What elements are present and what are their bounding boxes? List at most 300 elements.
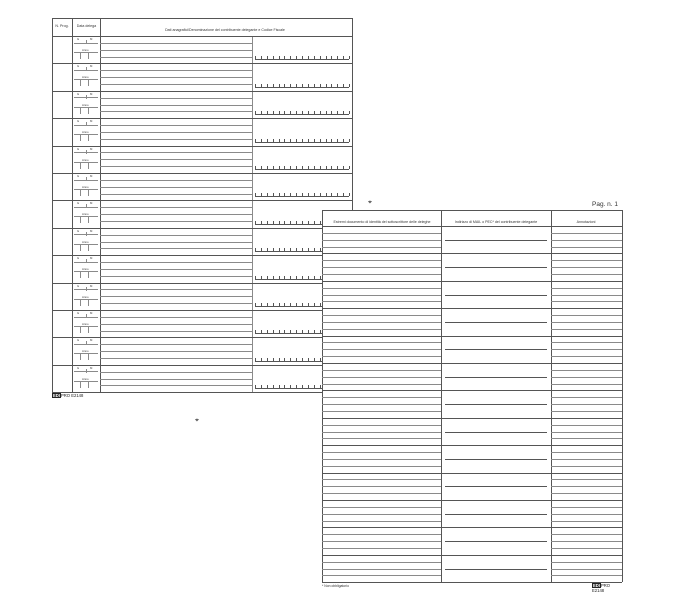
left-header-rule (52, 36, 352, 37)
right-row-rule (322, 363, 622, 364)
cf-tick (326, 193, 327, 196)
cf-tick (279, 111, 280, 114)
cf-tick (314, 276, 315, 279)
cf-tick (349, 139, 350, 142)
right-brand-mark: PRO (600, 583, 611, 588)
cf-tick (273, 358, 274, 361)
cf-tick (261, 221, 262, 224)
cf-tick (267, 56, 268, 59)
cf-tick (302, 56, 303, 59)
codice-fiscale-boxes (255, 137, 349, 143)
right-brand-code: E2148 (592, 588, 605, 593)
right-mail-line (445, 267, 547, 268)
cf-tick (343, 111, 344, 114)
cf-tick (337, 111, 338, 114)
cf-tick (337, 56, 338, 59)
date-label-anno: Anno (82, 102, 89, 107)
right-header-rule (322, 226, 622, 227)
cf-tick (279, 193, 280, 196)
cf-tick (255, 248, 256, 251)
right-row-rule (322, 336, 622, 337)
cf-tick (284, 193, 285, 196)
cf-tick (326, 84, 327, 87)
cf-tick (314, 330, 315, 333)
cf-tick (326, 56, 327, 59)
cf-tick (290, 166, 291, 169)
date-label-g: G (77, 146, 80, 151)
cf-tick (284, 303, 285, 306)
cf-tick (279, 221, 280, 224)
cf-tick (279, 276, 280, 279)
right-mail-line (445, 404, 547, 405)
date-label-anno: Anno (82, 157, 89, 162)
date-label-m: M (90, 256, 93, 261)
codice-fiscale-boxes (255, 109, 349, 115)
right-mail-line (445, 514, 547, 515)
cf-tick (261, 248, 262, 251)
cf-tick (308, 139, 309, 142)
cf-tick (308, 358, 309, 361)
cf-tick (267, 385, 268, 388)
date-label-anno: Anno (82, 185, 89, 189)
right-mail-line (445, 349, 547, 350)
left-row-rule (52, 63, 352, 64)
cf-tick (284, 139, 285, 142)
right-brand (592, 583, 622, 593)
cf-tick (314, 358, 315, 361)
cf-tick (267, 139, 268, 142)
date-label-m: M (90, 311, 93, 315)
cf-tick (273, 276, 274, 279)
date-label-m: M (90, 37, 93, 41)
cf-tick (296, 111, 297, 114)
right-col-sep-1 (441, 210, 442, 582)
cf-tick (349, 56, 350, 59)
cf-tick (314, 193, 315, 196)
cf-tick (267, 276, 268, 279)
cf-tick (314, 385, 315, 388)
right-row-rule (322, 555, 622, 556)
right-mail-line (445, 240, 547, 241)
date-label-m: M (90, 283, 93, 288)
codice-fiscale-boxes (255, 191, 349, 197)
cf-tick (331, 166, 332, 169)
right-row-rule (322, 308, 622, 309)
cf-tick (308, 385, 309, 388)
cf-tick (261, 84, 262, 87)
left-col-sep-1 (72, 18, 73, 392)
left-row-rule (52, 337, 352, 338)
cf-tick (343, 193, 344, 196)
right-row-rule (322, 527, 622, 528)
cf-tick (320, 385, 321, 388)
date-label-g: G (77, 256, 80, 261)
cf-tick (296, 248, 297, 251)
left-top-border (52, 18, 352, 19)
right-mail-line (445, 541, 547, 542)
cf-tick (296, 84, 297, 87)
cf-tick (255, 221, 256, 224)
cf-tick (343, 84, 344, 87)
cf-tick (320, 303, 321, 306)
cf-tick (337, 139, 338, 142)
right-row-rule (322, 418, 622, 419)
left-col-sep-2 (100, 18, 101, 392)
cf-tick (308, 193, 309, 196)
date-label-anno: Anno (82, 376, 89, 381)
cf-tick (337, 84, 338, 87)
cf-tick (284, 111, 285, 114)
right-row-rule (322, 390, 622, 391)
date-label-g: G (77, 64, 80, 69)
date-label-g: G (77, 201, 80, 206)
cf-tick (267, 358, 268, 361)
cf-tick (273, 221, 274, 224)
right-bottom-border (322, 582, 622, 583)
cf-tick (343, 139, 344, 142)
left-row-rule (52, 283, 352, 284)
cf-tick (308, 56, 309, 59)
cf-tick (302, 303, 303, 306)
header-annotazioni: Annotazioni (576, 220, 596, 224)
right-mail-line (445, 322, 547, 323)
cf-tick (279, 139, 280, 142)
date-label-m: M (90, 228, 93, 233)
cf-tick (326, 139, 327, 142)
cf-tick (296, 166, 297, 169)
cf-tick (255, 358, 256, 361)
cf-tick (320, 330, 321, 333)
cf-tick (296, 139, 297, 142)
cf-tick (261, 193, 262, 196)
cf-tick (308, 276, 309, 279)
right-mail-line (445, 432, 547, 433)
cf-tick (320, 56, 321, 59)
right-top-border (322, 210, 622, 211)
right-right-border (622, 210, 623, 582)
cf-tick (255, 276, 256, 279)
cf-tick (261, 276, 262, 279)
cf-tick (267, 330, 268, 333)
cf-tick (255, 385, 256, 388)
cf-tick (273, 84, 274, 87)
date-label-m: M (90, 365, 93, 370)
cf-tick (302, 276, 303, 279)
date-label-m: M (90, 201, 93, 206)
cf-tick (308, 303, 309, 306)
header-estremi-documento: Estremi documento di identità del sottoscrittore delle deleghe (333, 220, 431, 224)
cf-tick (267, 111, 268, 114)
left-row-rule (52, 255, 352, 256)
cf-tick (302, 166, 303, 169)
cf-tick (255, 303, 256, 306)
header-data-delega: Data delega (76, 24, 97, 28)
right-row-rule (322, 445, 622, 446)
date-label-anno: Anno (82, 267, 89, 272)
cf-tick (273, 56, 274, 59)
cf-tick (343, 166, 344, 169)
left-left-border (52, 18, 53, 392)
cf-tick (296, 56, 297, 59)
cf-tick (273, 248, 274, 251)
cf-tick (320, 166, 321, 169)
cf-tick (290, 358, 291, 361)
cf-tick (284, 248, 285, 251)
cf-tick (284, 276, 285, 279)
cf-tick (349, 111, 350, 114)
cf-tick (284, 358, 285, 361)
cf-tick (255, 330, 256, 333)
header-n-prog: N. Prog. (55, 24, 69, 28)
right-form-page (322, 201, 622, 593)
footnote: * Non obbligatorio (322, 584, 349, 588)
cf-tick (343, 56, 344, 59)
cf-tick (331, 56, 332, 59)
left-bottom-border (52, 392, 352, 393)
cf-tick (314, 111, 315, 114)
date-label-m: M (90, 174, 93, 178)
left-brand-logo: EDI (53, 393, 60, 398)
date-label-g: G (77, 37, 80, 41)
cf-tick (349, 193, 350, 196)
right-identity-table (322, 210, 622, 582)
cf-tick (331, 84, 332, 87)
cf-tick (296, 385, 297, 388)
cf-tick (314, 221, 315, 224)
date-label-g: G (77, 228, 80, 233)
right-mail-line (445, 486, 547, 487)
cf-tick (296, 193, 297, 196)
cf-tick (290, 139, 291, 142)
cf-tick (273, 385, 274, 388)
date-label-anno: Anno (82, 212, 89, 217)
right-brand-logo: EDI (593, 583, 600, 588)
page-number: Pag. n. 1 (592, 201, 619, 208)
cf-tick (296, 358, 297, 361)
cf-tick (267, 248, 268, 251)
left-brand (52, 393, 83, 398)
cf-tick (308, 111, 309, 114)
right-left-border (322, 210, 323, 582)
cf-tick (308, 330, 309, 333)
cf-tick (261, 303, 262, 306)
left-row-rule (52, 118, 352, 119)
cf-tick (326, 111, 327, 114)
cf-tick (314, 248, 315, 251)
header-indirizzo-mail: Indirizzo di MAIL o PEC* del contribuente delegante (454, 220, 538, 224)
date-label-m: M (90, 338, 93, 343)
register-mark-top: ⌖ (368, 199, 372, 206)
cf-tick (302, 248, 303, 251)
cf-tick (279, 303, 280, 306)
cf-tick (273, 330, 274, 333)
left-form-page (52, 18, 352, 400)
right-row-rule (322, 281, 622, 282)
right-row-rule (322, 473, 622, 474)
cf-tick (279, 330, 280, 333)
cf-tick (255, 111, 256, 114)
date-label-anno: Anno (82, 75, 89, 80)
cf-tick (296, 330, 297, 333)
right-col-sep-2 (551, 210, 552, 582)
cf-tick (290, 303, 291, 306)
cf-tick (273, 193, 274, 196)
cf-tick (279, 84, 280, 87)
cf-tick (261, 358, 262, 361)
cf-tick (314, 56, 315, 59)
cf-tick (290, 248, 291, 251)
date-label-m: M (90, 119, 93, 124)
date-label-g: G (77, 91, 80, 96)
cf-tick (331, 111, 332, 114)
cf-tick (302, 111, 303, 114)
cf-tick (320, 276, 321, 279)
cf-tick (302, 193, 303, 196)
date-label-m: M (90, 146, 93, 151)
left-brand-mark: PRO (60, 393, 71, 398)
right-mail-line (445, 377, 547, 378)
cf-tick (308, 166, 309, 169)
register-mark-middle: ⌖ (195, 417, 199, 424)
cf-tick (302, 84, 303, 87)
cf-tick (284, 166, 285, 169)
cf-tick (261, 166, 262, 169)
cf-tick (290, 56, 291, 59)
cf-tick (261, 385, 262, 388)
header-dati-anagrafici: Dati anagrafici/Denominazione del contribuente delegante e Codice Fiscale (165, 28, 285, 32)
cf-tick (267, 303, 268, 306)
right-row-rule (322, 253, 622, 254)
cf-tick (273, 303, 274, 306)
cf-tick (314, 166, 315, 169)
cf-tick (296, 303, 297, 306)
codice-fiscale-boxes (255, 82, 349, 88)
codice-fiscale-boxes (255, 54, 349, 60)
cf-tick (273, 166, 274, 169)
date-label-anno: Anno (82, 130, 89, 135)
date-label-anno: Anno (82, 349, 89, 354)
cf-tick (290, 111, 291, 114)
date-label-anno: Anno (82, 48, 89, 52)
cf-tick (326, 166, 327, 169)
cf-tick (290, 221, 291, 224)
date-label-g: G (77, 311, 80, 315)
left-row-rule (52, 146, 352, 147)
date-label-anno: Anno (82, 239, 89, 244)
cf-tick (320, 358, 321, 361)
left-row-rule (52, 365, 352, 366)
cf-tick (320, 111, 321, 114)
cf-tick (267, 193, 268, 196)
cf-tick (302, 221, 303, 224)
left-row-rule (52, 200, 352, 201)
cf-tick (284, 330, 285, 333)
cf-tick (337, 166, 338, 169)
codice-fiscale-boxes (255, 164, 349, 170)
cf-tick (308, 221, 309, 224)
cf-tick (331, 193, 332, 196)
date-label-anno: Anno (82, 322, 89, 326)
cf-tick (279, 385, 280, 388)
date-label-anno: Anno (82, 294, 89, 299)
date-label-g: G (77, 283, 80, 288)
cf-tick (302, 139, 303, 142)
right-mail-line (445, 295, 547, 296)
left-row-rule (52, 228, 352, 229)
cf-tick (255, 84, 256, 87)
right-mail-line (445, 459, 547, 460)
cf-tick (267, 166, 268, 169)
cf-tick (290, 193, 291, 196)
cf-tick (284, 221, 285, 224)
left-col-sep-3 (252, 36, 253, 392)
left-row-rule (52, 173, 352, 174)
cf-tick (320, 84, 321, 87)
cf-tick (337, 193, 338, 196)
cf-tick (314, 84, 315, 87)
cf-tick (320, 248, 321, 251)
cf-tick (273, 139, 274, 142)
cf-tick (255, 56, 256, 59)
cf-tick (255, 166, 256, 169)
cf-tick (290, 84, 291, 87)
cf-tick (261, 139, 262, 142)
cf-tick (290, 276, 291, 279)
date-label-g: G (77, 338, 80, 343)
right-row-rule (322, 500, 622, 501)
cf-tick (349, 84, 350, 87)
cf-tick (279, 56, 280, 59)
cf-tick (284, 385, 285, 388)
cf-tick (308, 248, 309, 251)
cf-tick (308, 84, 309, 87)
left-brand-code: E2148 (71, 393, 84, 398)
cf-tick (255, 193, 256, 196)
cf-tick (290, 385, 291, 388)
cf-tick (320, 221, 321, 224)
left-row-rule (52, 91, 352, 92)
cf-tick (279, 166, 280, 169)
date-label-m: M (90, 64, 93, 69)
cf-tick (273, 111, 274, 114)
cf-tick (302, 330, 303, 333)
cf-tick (296, 276, 297, 279)
cf-tick (320, 193, 321, 196)
date-label-g: G (77, 119, 80, 124)
date-label-g: G (77, 174, 80, 178)
cf-tick (349, 166, 350, 169)
cf-tick (279, 358, 280, 361)
cf-tick (296, 221, 297, 224)
cf-tick (261, 330, 262, 333)
left-delegations-table (52, 18, 352, 393)
right-mail-line (445, 569, 547, 570)
cf-tick (331, 139, 332, 142)
cf-tick (314, 303, 315, 306)
cf-tick (302, 358, 303, 361)
cf-tick (279, 248, 280, 251)
cf-tick (261, 56, 262, 59)
date-label-m: M (90, 91, 93, 96)
cf-tick (314, 139, 315, 142)
cf-tick (267, 221, 268, 224)
date-label-g: G (77, 365, 80, 370)
cf-tick (267, 84, 268, 87)
cf-tick (290, 330, 291, 333)
cf-tick (255, 139, 256, 142)
cf-tick (302, 385, 303, 388)
left-row-rule (52, 310, 352, 311)
